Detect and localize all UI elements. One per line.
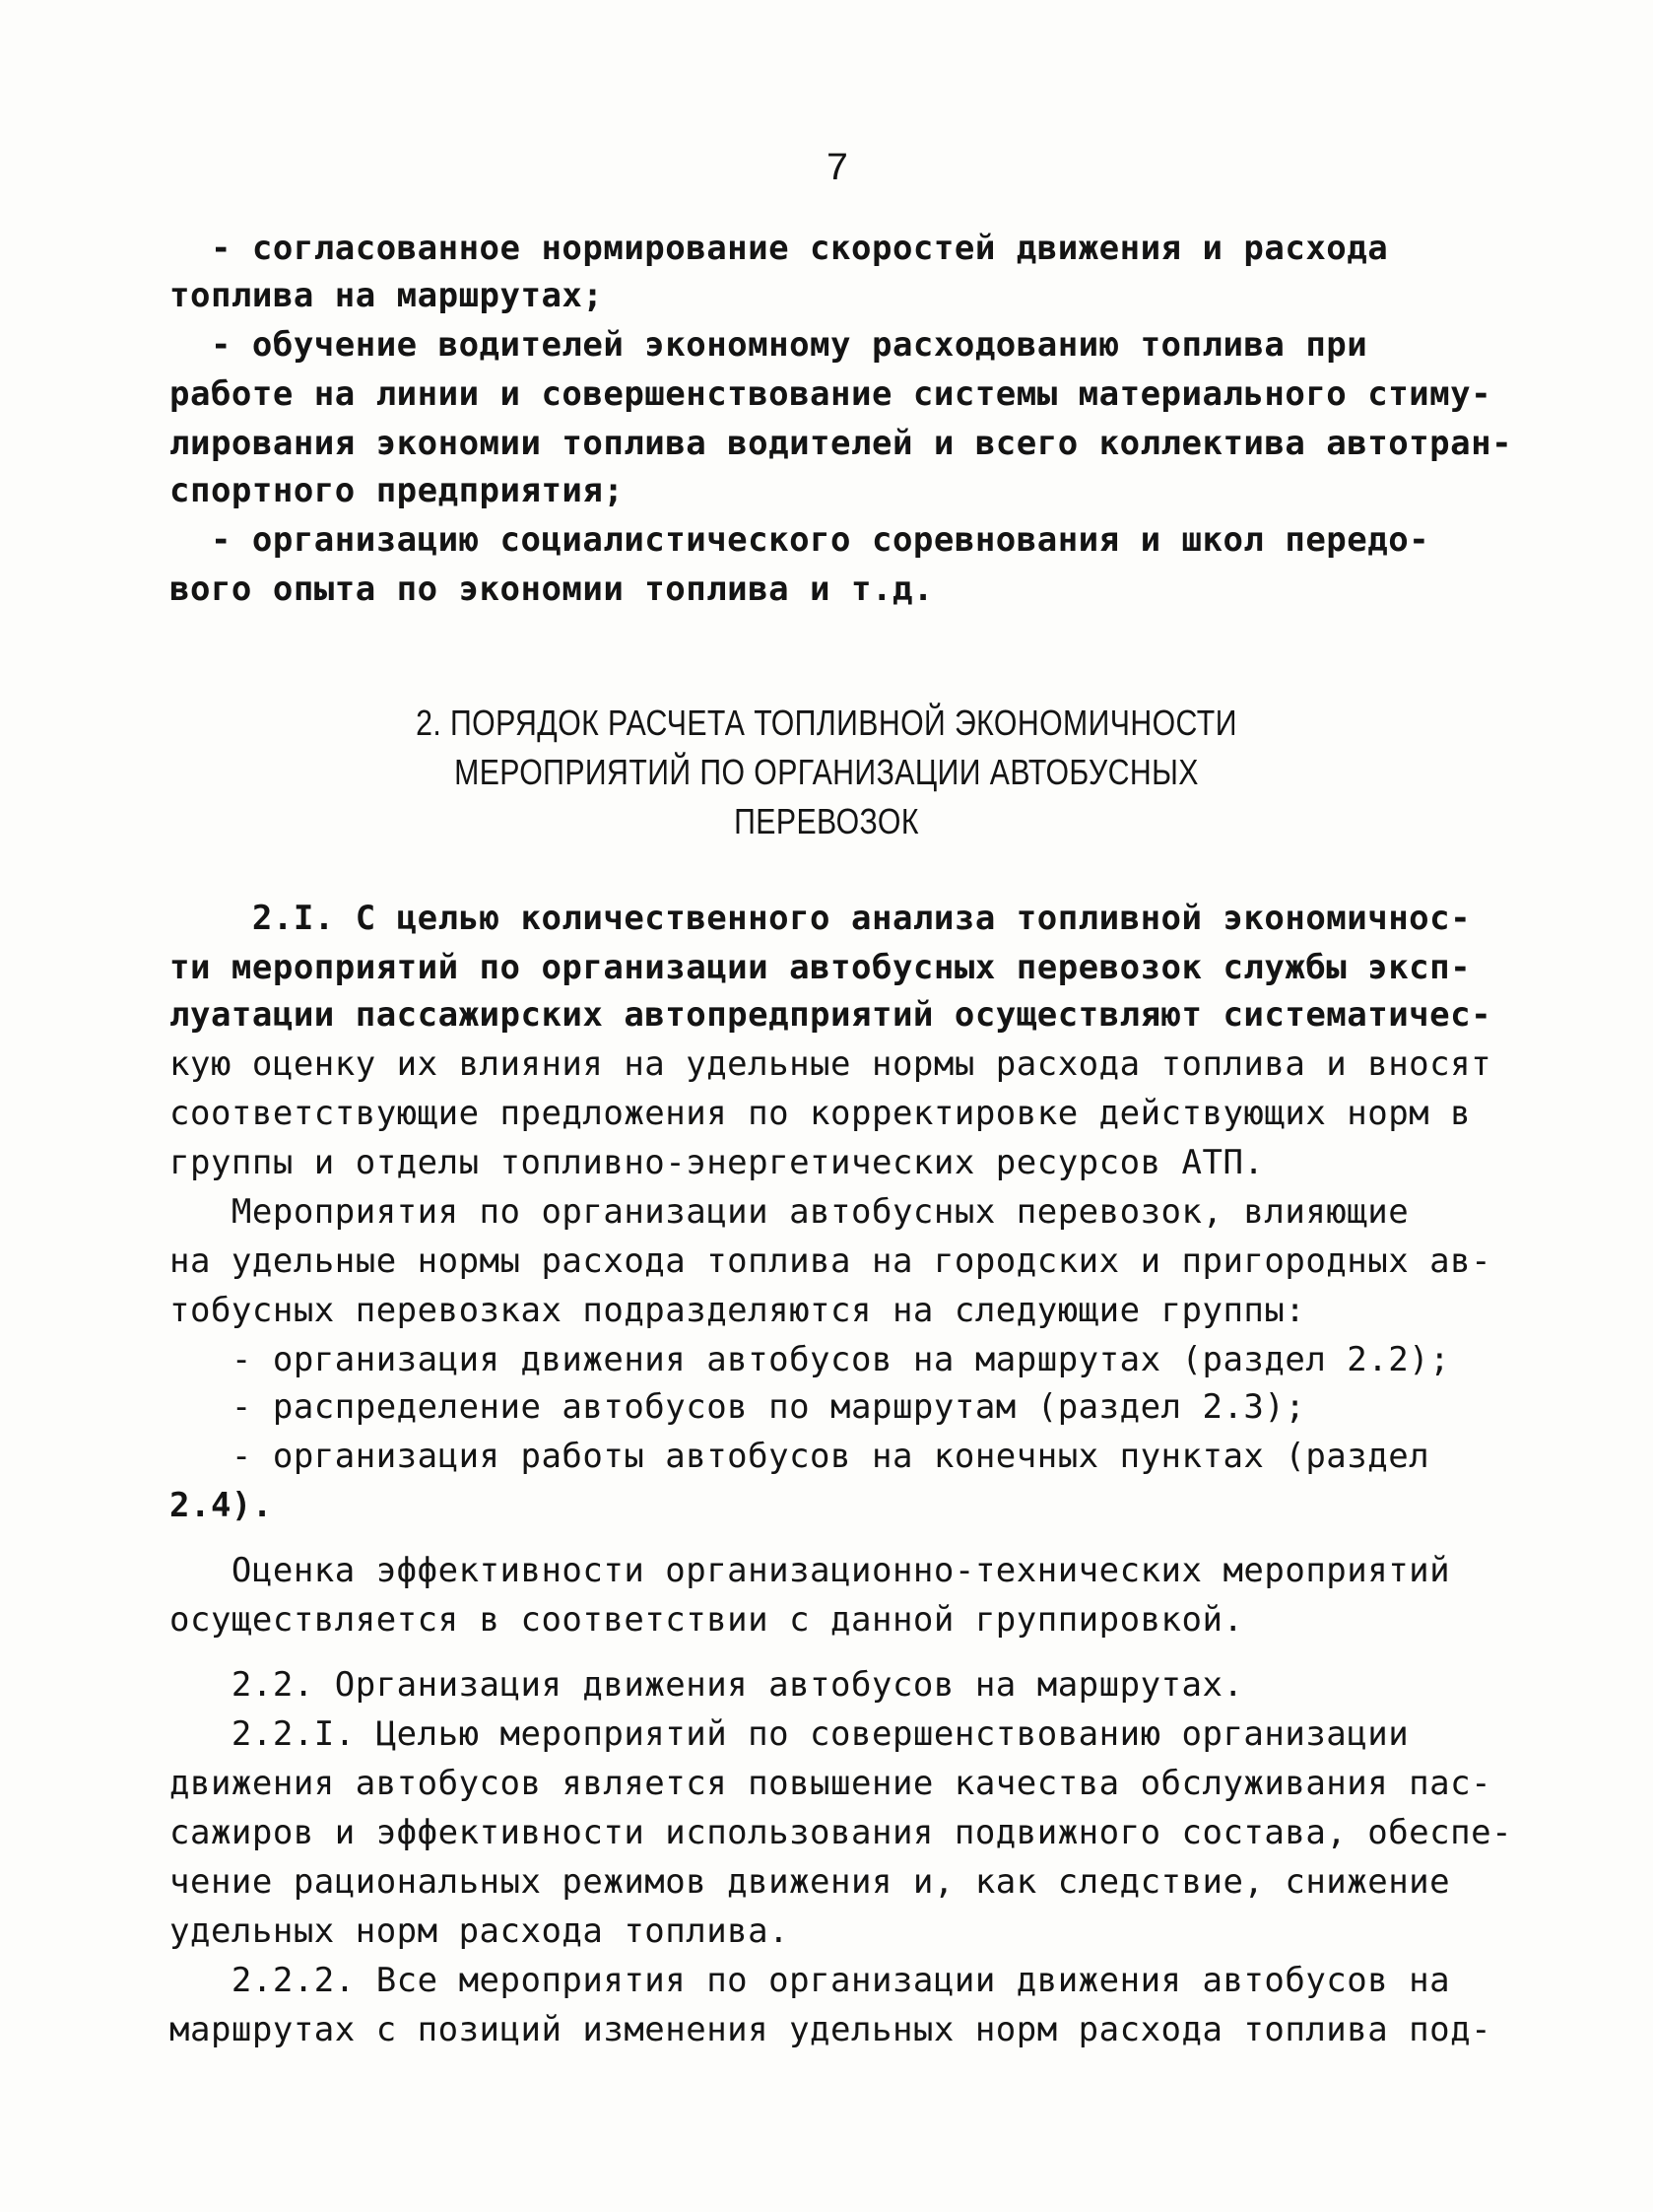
body-line: на удельные нормы расхода топлива на городских и пригородных ав- [169, 1241, 1492, 1281]
body-line: соответствующие предложения по корректировке действующих норм в [169, 1094, 1472, 1133]
body-line: 2.4). [169, 1486, 273, 1525]
intro-line: - согласованное нормирование скоростей движения и расхода [169, 229, 1389, 268]
body-line: группы и отделы топливно-энергетических ресурсов АТП. [169, 1143, 1265, 1182]
section-heading-line: МЕРОПРИЯТИЙ ПО ОРГАНИЗАЦИИ АВТОБУСНЫХ [454, 752, 1199, 792]
body-line: осуществляется в соответствии с данной группировкой. [169, 1600, 1244, 1640]
body-line: ти мероприятий по организации автобусных перевозок службы эксп- [169, 948, 1472, 987]
intro-line: топлива на маршрутах; [169, 276, 604, 315]
body-line: кую оценку их влияния на удельные нормы расхода топлива и вносят [169, 1044, 1492, 1084]
body-line: движения автобусов является повышение качества обслуживания пас- [169, 1764, 1492, 1803]
body-line: удельных норм расхода топлива. [169, 1911, 790, 1951]
intro-line: лирования экономии топлива водителей и всего коллектива автотран- [169, 424, 1513, 463]
section-heading-line: 2. ПОРЯДОК РАСЧЕТА ТОПЛИВНОЙ ЭКОНОМИЧНОСТИ [416, 703, 1237, 743]
page-number: 7 [825, 148, 849, 192]
intro-line: вого опыта по экономии топлива и т.д. [169, 570, 934, 609]
body-line: Оценка эффективности организационно-технических мероприятий [169, 1551, 1451, 1590]
section-heading-line: ПЕРЕВОЗОК [734, 801, 919, 841]
intro-line: работе на линии и совершенствование системы материального стиму- [169, 374, 1492, 414]
body-line: - распределение автобусов по маршрутам (раздел 2.3); [169, 1387, 1306, 1427]
body-line: чение рациональных режимов движения и, как следствие, снижение [169, 1862, 1451, 1902]
body-line: луатации пассажирских автопредприятий осуществляют систематичес- [169, 995, 1492, 1035]
body-line: тобусных перевозках подразделяются на следующие группы: [169, 1291, 1306, 1330]
intro-line: - обучение водителей экономному расходованию топлива при [169, 325, 1368, 365]
body-line: Мероприятия по организации автобусных перевозок, влияющие [169, 1192, 1410, 1232]
body-line: 2.2. Организация движения автобусов на маршрутах. [169, 1665, 1244, 1705]
body-line: - организация работы автобусов на конечных пунктах (раздел [169, 1437, 1430, 1476]
body-line: 2.2.I. Целью мероприятий по совершенствованию организации [169, 1714, 1410, 1754]
intro-line: спортного предприятия; [169, 471, 625, 510]
body-line: 2.2.2. Все мероприятия по организации движения автобусов на [169, 1961, 1451, 2000]
body-line: - организация движения автобусов на маршрутах (раздел 2.2); [169, 1340, 1451, 1379]
body-line: сажиров и эффективности использования подвижного состава, обеспе- [169, 1813, 1513, 1852]
body-line: маршрутах с позиций изменения удельных норм расхода топлива под- [169, 2010, 1492, 2049]
intro-line: - организацию социалистического соревнования и школ передо- [169, 520, 1430, 560]
body-line: 2.I. С целью количественного анализа топливной экономичнос- [169, 899, 1472, 938]
